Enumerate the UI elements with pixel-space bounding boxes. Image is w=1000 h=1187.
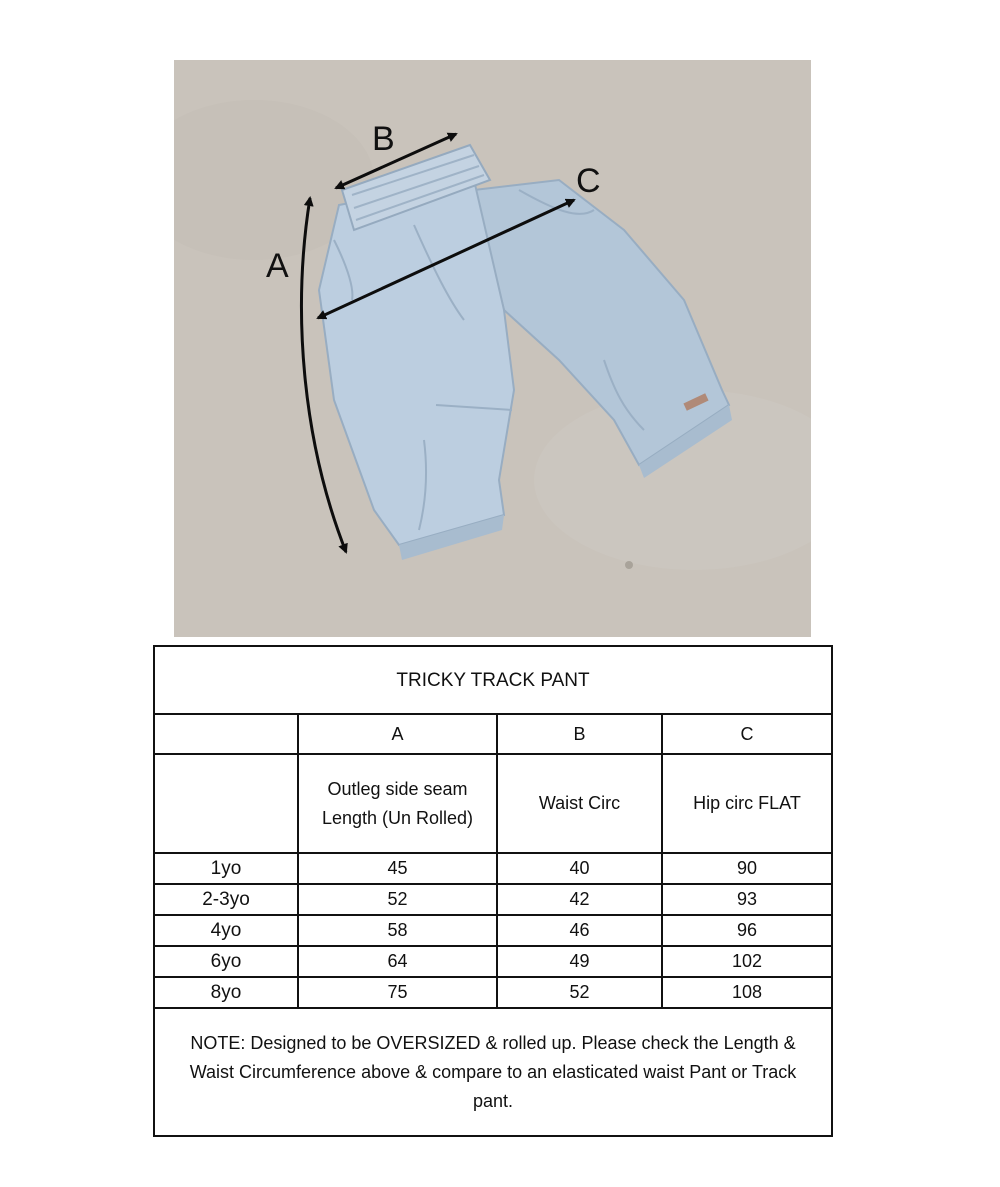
product-photo [174, 60, 811, 637]
column-description-b: Waist Circ [497, 754, 662, 853]
column-letter-b: B [497, 714, 662, 754]
empty-description-cell [154, 754, 298, 853]
pants-measurement-illustration [174, 60, 811, 637]
note-line3: pant. [472, 1090, 514, 1111]
column-description-c: Hip circ FLAT [662, 754, 832, 853]
size-chart-table [153, 645, 833, 1137]
value-b-cell: 42 [497, 884, 662, 915]
size-cell: 1yo [154, 853, 298, 884]
size-cell: 2-3yo [154, 884, 298, 915]
empty-header-cell [154, 714, 298, 754]
table-row [154, 853, 832, 884]
table-row [154, 884, 832, 915]
value-c-cell: 96 [662, 915, 832, 946]
value-c-cell: 93 [662, 884, 832, 915]
note-line1: NOTE: Designed to be OVERSIZED & rolled up. Please check the Length & [190, 1032, 796, 1053]
value-a-cell: 58 [298, 915, 497, 946]
value-b-cell: 52 [497, 977, 662, 1008]
value-c-cell: 108 [662, 977, 832, 1008]
label-b: B [372, 120, 395, 158]
column-description-row [154, 754, 832, 853]
label-a: A [266, 247, 289, 285]
value-a-cell: 45 [298, 853, 497, 884]
value-b-cell: 49 [497, 946, 662, 977]
value-a-cell: 52 [298, 884, 497, 915]
value-a-cell: 75 [298, 977, 497, 1008]
value-b-cell: 46 [497, 915, 662, 946]
description-a-line2: Length (Un Rolled) [321, 807, 474, 828]
description-a-line1: Outleg side seam [327, 778, 468, 799]
size-note [154, 1008, 832, 1136]
size-cell: 6yo [154, 946, 298, 977]
column-letter-a: A [298, 714, 497, 754]
table-row [154, 946, 832, 977]
size-cell: 4yo [154, 915, 298, 946]
table-title: TRICKY TRACK PANT [154, 646, 832, 714]
value-a-cell: 64 [298, 946, 497, 977]
column-letter-c: C [662, 714, 832, 754]
label-c: C [576, 162, 601, 200]
size-cell: 8yo [154, 977, 298, 1008]
value-c-cell: 90 [662, 853, 832, 884]
note-line2: Waist Circumference above & compare to an elasticated waist Pant or Track [189, 1061, 797, 1082]
column-description-a [298, 754, 497, 853]
note-row [154, 1008, 832, 1136]
column-letter-row [154, 714, 832, 754]
table-row [154, 977, 832, 1008]
value-b-cell: 40 [497, 853, 662, 884]
table-title-row [154, 646, 832, 714]
table-row [154, 915, 832, 946]
value-c-cell: 102 [662, 946, 832, 977]
